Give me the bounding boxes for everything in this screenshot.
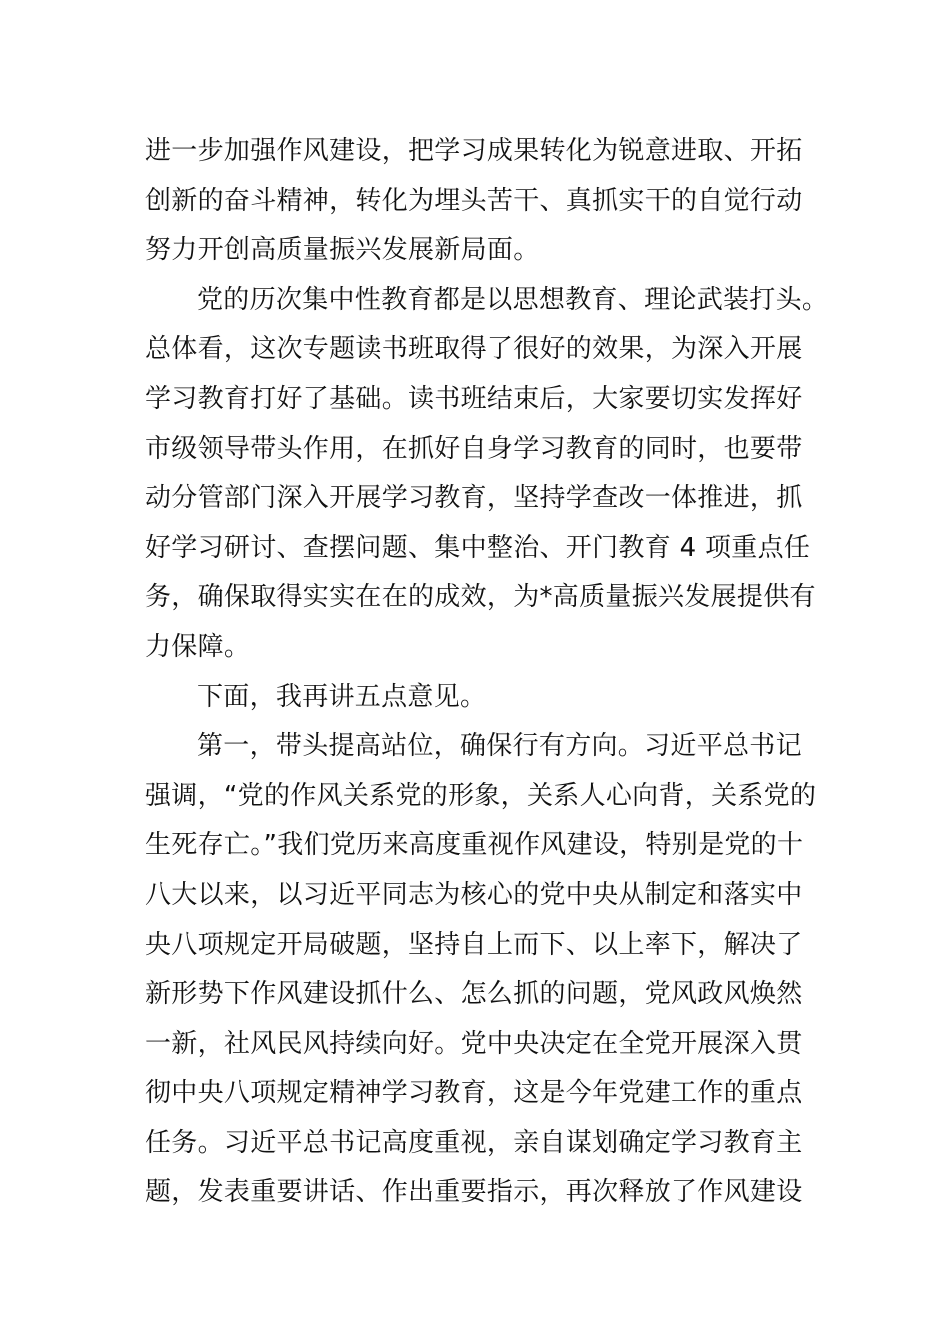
text-line: 八大以来，以习近平同志为核心的党中央从制定和落实中 — [145, 879, 803, 910]
text-line: 力保障。 — [145, 631, 251, 662]
text-line: 务，确保取得实实在在的成效，为*高质量振兴发展提供有 — [145, 582, 816, 613]
text-line: 总体看，这次专题读书班取得了很好的效果，为深入开展 — [145, 334, 803, 365]
text-line: 强调，“党的作风关系党的形象，关系人心向背，关系党的 — [145, 780, 817, 811]
text-line: 好学习研讨、查摆问题、集中整治、开门教育 4 项重点任 — [145, 532, 811, 563]
text-line: 努力开创高质量振兴发展新局面。 — [145, 235, 540, 266]
text-line: 动分管部门深入开展学习教育，坚持学查改一体推进，抓 — [145, 483, 803, 514]
text-line: 创新的奋斗精神，转化为埋头苦干、真抓实干的自觉行动 — [145, 185, 803, 216]
text-line: 学习教育打好了基础。读书班结束后，大家要切实发挥好 — [145, 383, 803, 414]
text-line: 党的历次集中性教育都是以思想教育、理论武装打头。 — [197, 284, 829, 315]
text-line: 下面，我再讲五点意见。 — [197, 681, 487, 712]
text-line: 进一步加强作风建设，把学习成果转化为锐意进取、开拓 — [145, 136, 803, 166]
text-line: 央八项规定开局破题，坚持自上而下、以上率下，解决了 — [145, 929, 803, 960]
text-line: 第一，带头提高站位，确保行有方向。习近平总书记 — [197, 731, 802, 762]
text-line: 市级领导带头作用，在抓好自身学习教育的同时，也要带 — [145, 433, 803, 464]
text-line: 题，发表重要讲话、作出重要指示，再次释放了作风建设 — [145, 1177, 803, 1208]
text-line: 新形势下作风建设抓什么、怎么抓的问题，党风政风焕然 — [145, 979, 803, 1010]
text-line: 彻中央八项规定精神学习教育，这是今年党建工作的重点 — [145, 1078, 803, 1109]
body-text — [145, 127, 835, 1218]
text-line: 生死存亡。”我们党历来高度重视作风建设，特别是党的十 — [145, 830, 804, 861]
text-line: 任务。习近平总书记高度重视，亲自谋划确定学习教育主 — [145, 1127, 803, 1158]
text-line: 一新，社风民风持续向好。党中央决定在全党开展深入贯 — [145, 1028, 803, 1059]
